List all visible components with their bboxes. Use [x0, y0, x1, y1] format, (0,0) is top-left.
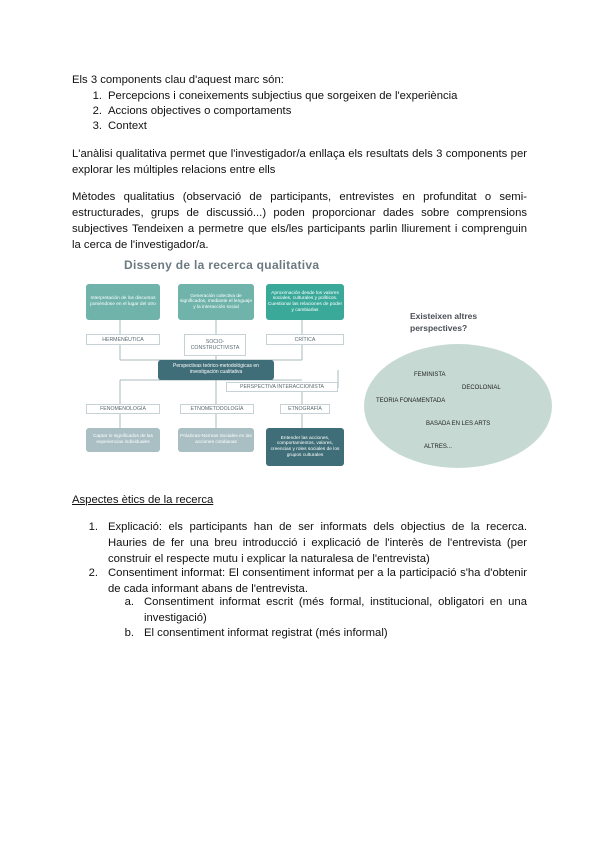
- perspective-item: TEORIA FONAMENTADA: [376, 398, 446, 404]
- list-item: Percepcions i coneixements subjectius que sorgeixen de l'experiència: [108, 90, 458, 102]
- perspective-item: BASADA EN LES ARTS: [426, 421, 491, 427]
- list-item: Explicació: els participants han de ser informats dels objectius de la recerca. Hauries de fer una breu introducció i explicació de l'interès de l'entrevista (per construir el respecte mutu i explicar la naturalesa de l'entrevista): [108, 521, 527, 565]
- paragraph-analysis: L'anàlisi qualitativa permet que l'investigador/a enllaça els resultats dels 3 components per explorar les múltiples relacions entre ells: [72, 148, 527, 176]
- box-generacion: Generación colectiva de significados, mediante el lenguaje y la interacción social: [178, 284, 254, 320]
- perspectives-question: Existeixen altres perspectives?: [410, 311, 478, 333]
- label-fenomenologia: FENOMENOLOGÍA: [86, 404, 160, 414]
- perspectives-ellipse: [364, 344, 552, 468]
- list-number: 3.: [92, 120, 102, 132]
- label-hermeneutica: HERMENÉUTICA: [86, 334, 160, 345]
- research-design-diagram: [80, 258, 356, 470]
- list-number: 2.: [92, 105, 102, 117]
- sublist-letter: b.: [124, 627, 134, 639]
- label-etnografia: ETNOGRAFÍA: [280, 404, 330, 414]
- perspective-item: ALTRES...: [424, 444, 452, 450]
- sublist-item: El consentiment informat registrat (més informal): [144, 627, 388, 639]
- list-item: Context: [108, 120, 147, 132]
- list-number: 2.: [88, 567, 98, 579]
- list-number: 1.: [88, 521, 98, 533]
- list-number: 1.: [92, 90, 102, 102]
- list-item: Accions objectives o comportaments: [108, 105, 292, 117]
- paragraph-methods: Mètodes qualitatius (observació de participants, entrevistes en profunditat o semi-estructurades, grups de discussió...) poden proporcionar dades sobre comprensions subjectives Tendeixen a permetre que els/les participants parlin lliurement i comprenguin la cerca de l'investigador/a.: [72, 191, 527, 251]
- sublist-letter: a.: [124, 596, 134, 608]
- perspective-item: DECOLONIAL: [462, 385, 501, 391]
- label-perspectiva-interaccionista: PERSPECTIVA INTERACCIONISTA: [226, 382, 338, 392]
- intro-text: Els 3 components clau d'aquest marc són:: [72, 74, 284, 86]
- box-interpretacion: Interpretación de los discursos poniéndose en el lugar del otro: [86, 284, 160, 320]
- ethics-heading: Aspectes ètics de la recerca: [72, 494, 214, 506]
- box-entender: Entender las acciones, comportamientos, valores, creencias y roles sociales de los grupos culturales: [266, 428, 344, 466]
- box-practicas: Prácticas-Normas Sociales en las acciones cotidianas: [178, 428, 254, 452]
- label-critica: CRÍTICA: [266, 334, 344, 345]
- label-etnometodologia: ETNOMETODOLOGÍA: [180, 404, 254, 414]
- box-perspectivas-center: Perspectivas teórico-metodológicas en investigación cualitativa: [158, 360, 274, 380]
- box-aproximacion: Aproximación desde los valores sociales, culturales y políticos. Cuestionar las relaciones de poder y cambiarlas: [266, 284, 344, 320]
- sublist-item: Consentiment informat escrit (més formal, institucional, obligatori en una investigació): [144, 596, 527, 624]
- box-captar: Captar lo significados de las experiencias individuales: [86, 428, 160, 452]
- perspective-item: FEMINISTA: [414, 372, 446, 378]
- label-socio-constructivista: SOCIO-CONSTRUCTIVISTA: [184, 334, 246, 356]
- list-item: Consentiment informat: El consentiment informat per a la participació s'ha d'obtenir de cada informant abans de l'entrevista.: [108, 567, 527, 595]
- diagram-title: Disseny de la recerca qualitativa: [124, 258, 320, 272]
